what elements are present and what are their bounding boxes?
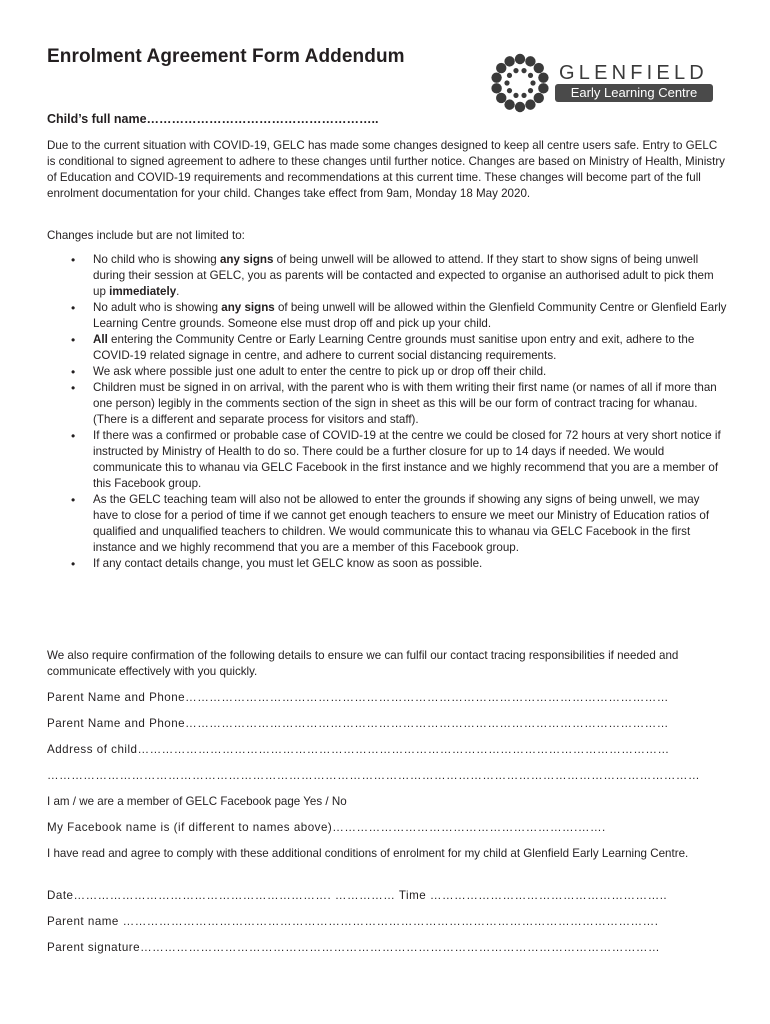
confirmation-paragraph: We also require confirmation of the following details to ensure we can fulfil our contact tracing responsibilities if needed and communicate effectively with you quickly. — [47, 649, 679, 678]
logo-inner-dot — [504, 80, 509, 85]
logo-inner-dot — [528, 88, 533, 93]
parent-name-field: Parent name ……………………………………………………………………………………………………………………. — [47, 915, 659, 928]
list-item: • No adult who is showing any signs of being unwell will be allowed within the Glenfield Community Centre or Glenfield Early Learning Centre grounds. Someone else must drop off and pick up your child. — [47, 300, 727, 332]
logo-outer-dot — [538, 83, 548, 93]
list-item: • Children must be signed in on arrival, with the parent who is with them writing their first name (or names of all if more than one person) legibly in the comments section of the sign in sheet as this will be our form of contract tracing for whanau. (There is a different and separate process for visitors and staff). — [47, 380, 727, 428]
logo-outer-dot — [491, 83, 501, 93]
logo-outer-dot — [515, 102, 525, 112]
facebook-member-question: I am / we are a member of GELC Facebook page Yes / No — [47, 795, 347, 808]
facebook-name-field: My Facebook name is (if different to names above)…………………………………………………….……. — [47, 821, 606, 834]
glenfield-logo — [489, 52, 719, 114]
logo-inner-dot — [507, 73, 512, 78]
logo-outer-dot — [515, 54, 525, 64]
list-item: • No child who is showing any signs of being unwell will be allowed to attend. If they start to show signs of being unwell during their session at GELC, you as parents will be contacted and expected to organise an authorised adult to pick them up immediately. — [47, 252, 727, 300]
list-item: • If there was a confirmed or probable case of COVID-19 at the centre we could be closed for 72 hours at very short notice if instructed by Ministry of Health to do so. There could be a further closure for up to 14 days if needed. We would communicate this to whanau via GELC Facebook in the first instance and we highly recommend that you are a member of this Facebook group. — [47, 428, 727, 492]
logo-inner-dot — [530, 80, 535, 85]
logo-outer-dot — [496, 63, 506, 73]
logo-outer-dot — [525, 56, 535, 66]
address-field-line-2: ……………………………………………………………………………………………………………………………………………… — [47, 769, 701, 782]
logo-inner-dot — [507, 88, 512, 93]
logo-outer-dot — [534, 63, 544, 73]
logo-inner-dot — [513, 68, 518, 73]
logo-name: GLENFIELD — [559, 62, 708, 84]
logo-outer-dot — [504, 99, 514, 109]
logo-inner-dot — [528, 73, 533, 78]
logo-outer-dot — [504, 56, 514, 66]
page-title: Enrolment Agreement Form Addendum — [47, 46, 405, 67]
logo-inner-dot — [521, 93, 526, 98]
logo-subtitle: Early Learning Centre — [555, 84, 713, 102]
agreement-statement: I have read and agree to comply with these additional conditions of enrolment for my child at Glenfield Early Learning Centre. — [47, 847, 689, 860]
changes-list — [47, 252, 727, 572]
logo-outer-dot — [525, 99, 535, 109]
logo-outer-dot — [496, 93, 506, 103]
logo-outer-dot — [491, 72, 501, 82]
changes-intro: Changes include but are not limited to: — [47, 229, 245, 242]
date-time-field: Date………………………………………………………. …………… Time ………………………………………………….. — [47, 889, 668, 902]
list-item: • We ask where possible just one adult to enter the centre to pick up or drop off their child. — [47, 364, 727, 380]
parent-signature-field: Parent signature………………………………………………………………………………………………………………… — [47, 941, 661, 954]
list-item: • If any contact details change, you must let GELC know as soon as possible. — [47, 556, 727, 572]
list-item: • As the GELC teaching team will also not be allowed to enter the grounds if showing any signs of being unwell, we may have to close for a period of time if we cannot get enough teachers to ensure we meet our Ministry of Education ratios of qualified and unqualified teachers to children. We would communicate this to whanau via GELC Facebook in the first instance and we highly recommend that you are a member of this Facebook group. — [47, 492, 727, 556]
logo-outer-dot — [538, 72, 548, 82]
intro-paragraph: Due to the current situation with COVID-19, GELC has made some changes designed to keep all centre users safe. Entry to GELC is conditional to signed agreement to adhere to these changes until further notice. Changes are based on Ministry of Health, Ministry of Education and COVID-19 requirements and recommendations at this current time. These changes will become part of the full enrolment documentation for your child. Changes take effect from 9am, Monday 18 May 2020. — [47, 139, 725, 200]
sun-ring-logo-icon — [489, 52, 551, 114]
child-full-name-field: Child’s full name……………………………………………….. — [47, 112, 379, 126]
parent-name-phone-field-2: Parent Name and Phone………………………………………………………………………………………………………… — [47, 717, 669, 730]
list-item: • All entering the Community Centre or Early Learning Centre grounds must sanitise upon entry and exit, adhere to the COVID-19 related signage in centre, and adhere to current social distancing requirements. — [47, 332, 727, 364]
logo-inner-dot — [513, 93, 518, 98]
logo-outer-dot — [534, 93, 544, 103]
parent-name-phone-field-1: Parent Name and Phone………………………………………………………………………………………………………… — [47, 691, 669, 704]
address-field: Address of child…………………………………………………………………………………………………………………… — [47, 743, 670, 756]
logo-inner-dot — [521, 68, 526, 73]
